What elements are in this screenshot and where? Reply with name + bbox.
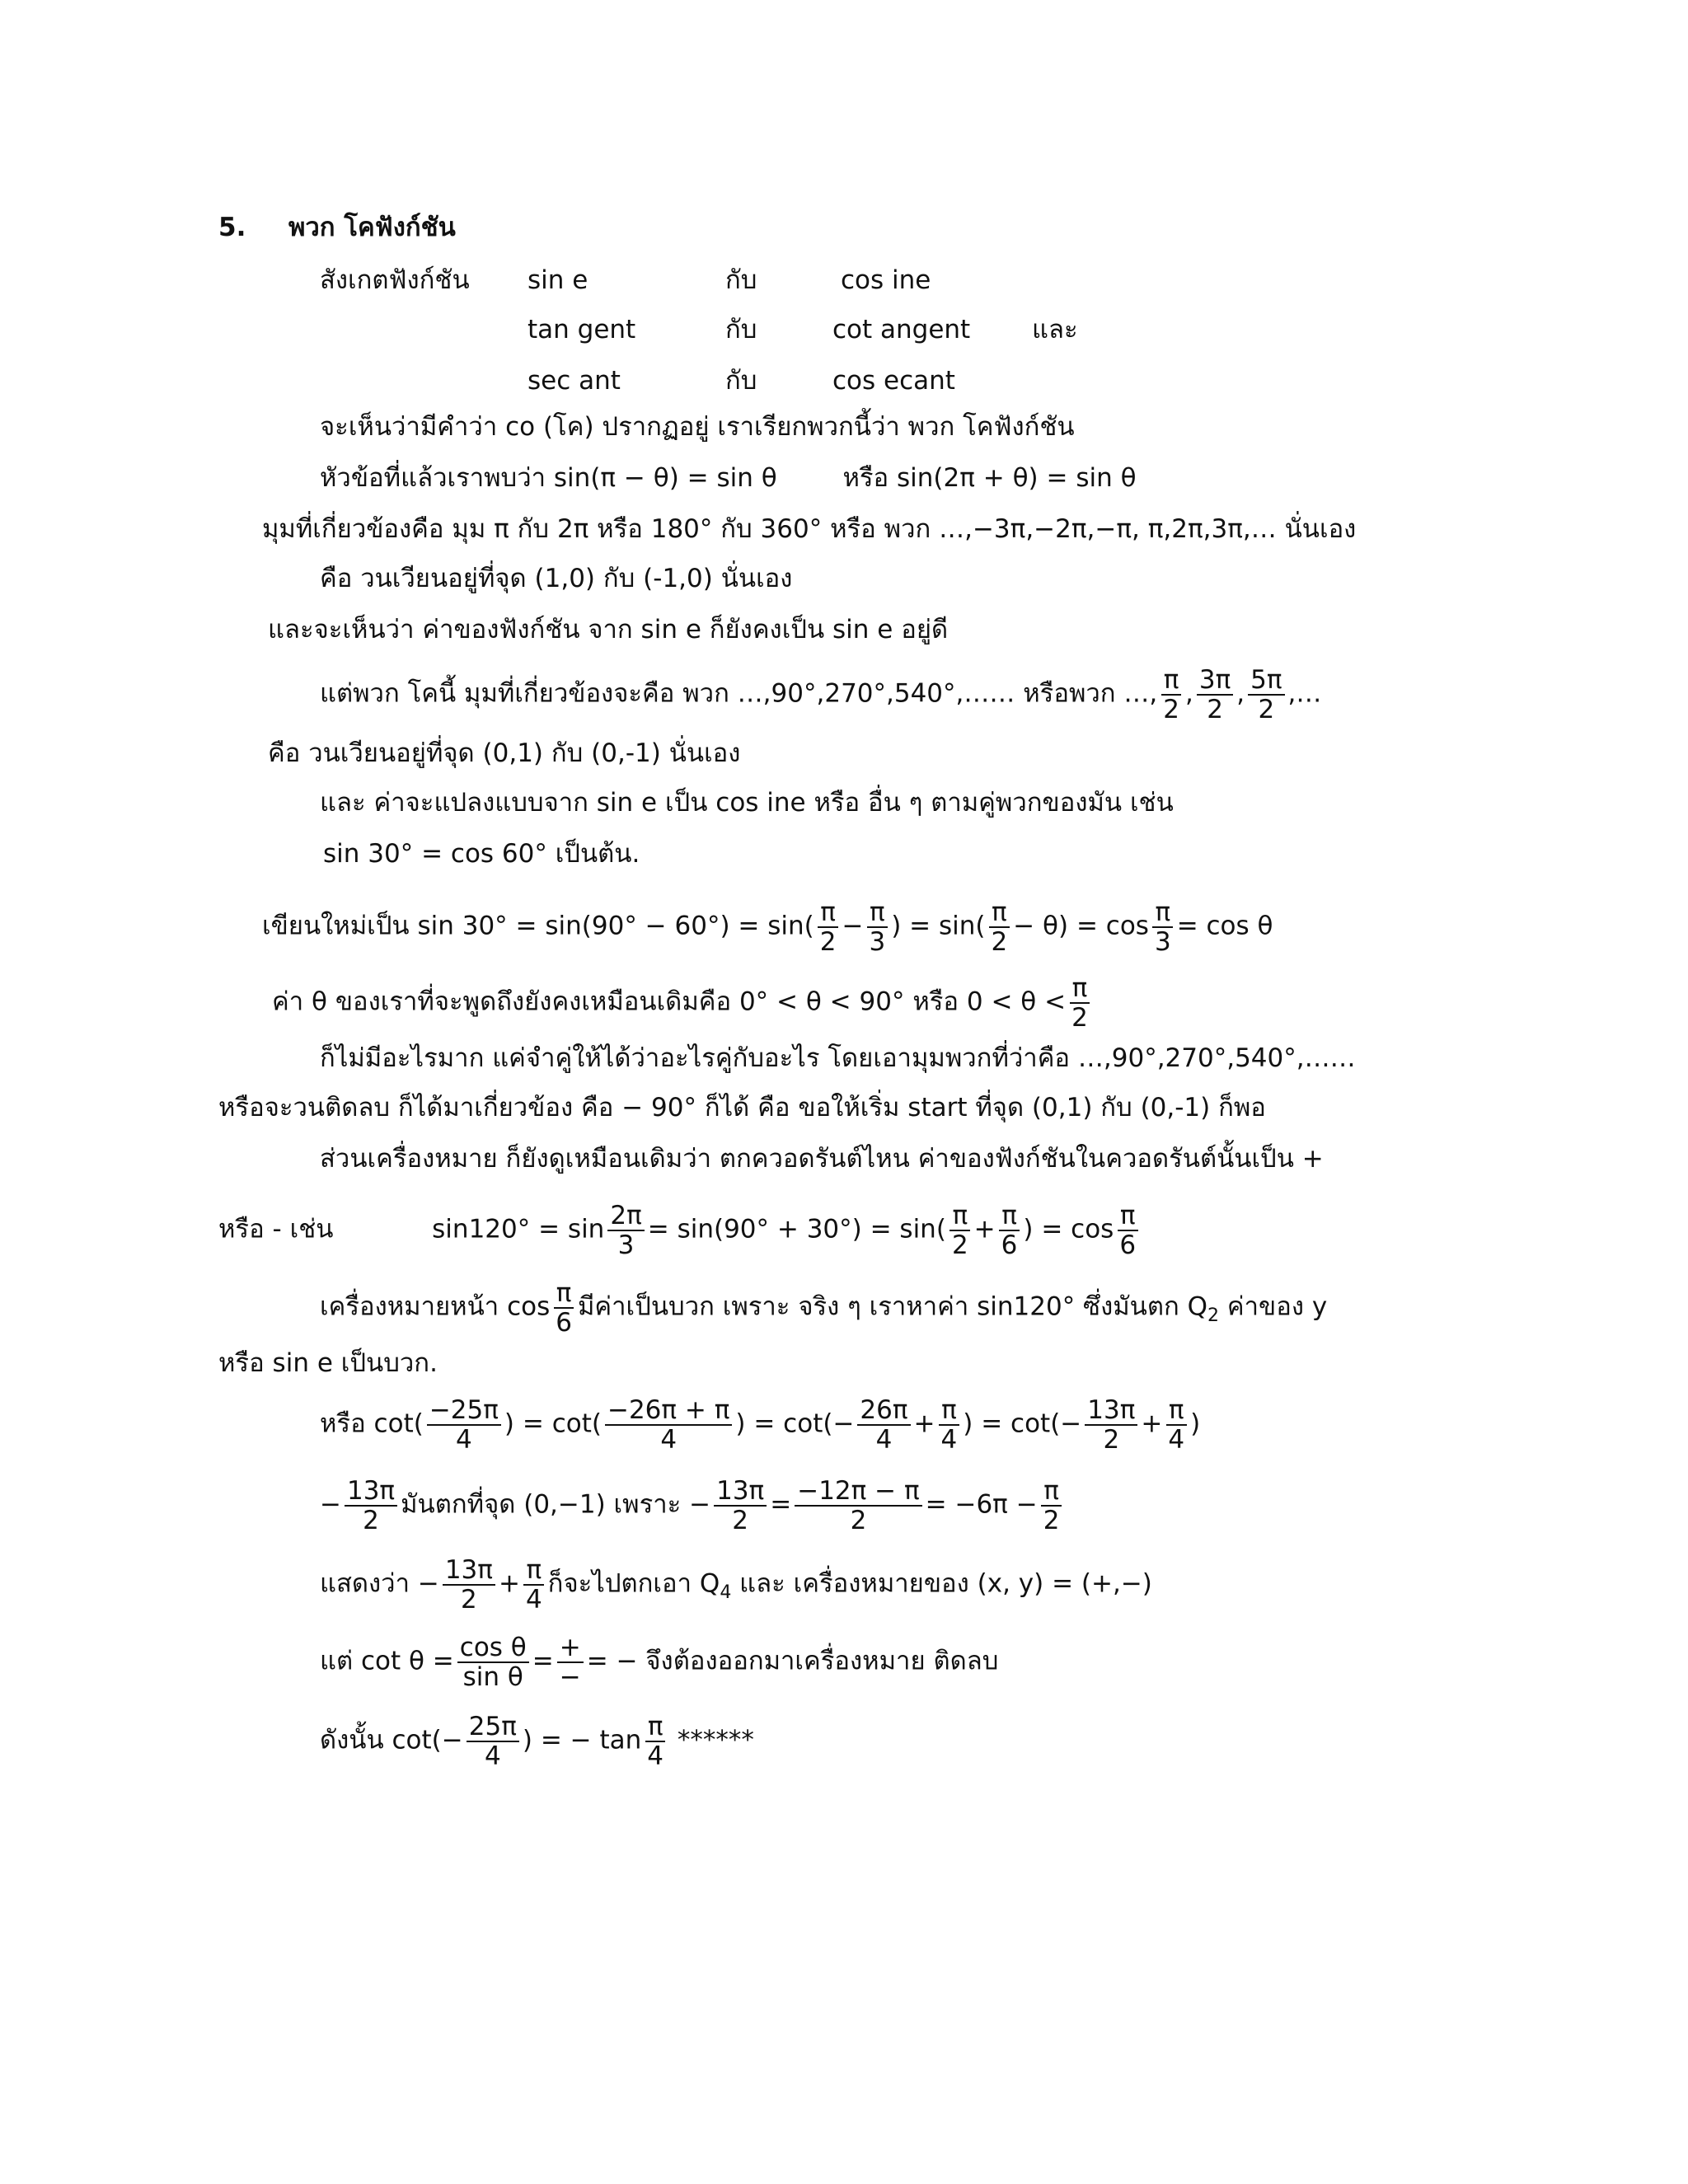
p21-pre: แต่ cot θ = (320, 1646, 454, 1676)
numerator: π (1070, 974, 1090, 1004)
paragraph-7: คือ วนเวียนอยู่ที่จุด (0,1) กับ (0,-1) นั่นเอง (268, 738, 741, 768)
fraction (1041, 1477, 1062, 1535)
denominator: 3 (869, 927, 886, 958)
observe-row-1-with: กับ (725, 265, 757, 295)
p6-tail: ,… (1287, 678, 1322, 709)
paragraph-11 (272, 974, 1094, 1032)
identity-2: หรือ sin(2π + θ) = sin θ (842, 463, 1137, 493)
numerator: π (645, 1713, 666, 1742)
p18-s6: ) (1190, 1408, 1201, 1439)
p10-end: = cos θ (1176, 911, 1273, 941)
p15-eq: sin120° = sin (432, 1214, 605, 1244)
fraction (523, 1556, 545, 1614)
paragraph-22 (320, 1713, 754, 1770)
fraction (457, 1633, 529, 1691)
p18-s5: + (1141, 1408, 1163, 1439)
observe-row-1-a: sin e (528, 265, 588, 295)
p19-mid: มันตกที่จุด (0,−1) เพราะ − (401, 1489, 711, 1520)
numerator: 13π (345, 1477, 397, 1507)
observe-row-2-with: กับ (725, 315, 757, 344)
fraction (1165, 1396, 1187, 1454)
fraction (557, 1633, 584, 1691)
paragraph-19 (320, 1477, 1065, 1535)
numerator: π (989, 898, 1010, 928)
paragraph-12: ก็ไม่มีอะไรมาก แค่จำคู่ให้ได้ว่าอะไรคู่กับอะไร โดยเอามุมพวกที่ว่าคือ …,90°,270°,540°,…… (320, 1043, 1356, 1073)
p10-pre: เขียนใหม่เป็น sin 30° = sin(90° − 60°) = sin( (262, 911, 814, 941)
observe-row-1-b: cos ine (841, 265, 931, 295)
denominator: 6 (556, 1308, 572, 1338)
observe-row-2-b: cot angent (832, 315, 971, 344)
p18-pre: หรือ cot( (320, 1408, 424, 1439)
denominator: 4 (484, 1741, 501, 1772)
p22-end: ****** (669, 1725, 754, 1755)
p20-pre: แสดงว่า − (320, 1568, 439, 1599)
fraction (950, 1202, 971, 1259)
observe-row-3-with: กับ (725, 366, 757, 396)
fraction (1197, 666, 1233, 724)
paragraph-17: หรือ sin e เป็นบวก. (218, 1348, 438, 1378)
denominator: 4 (660, 1425, 678, 1455)
paragraph-5: และจะเห็นว่า ค่าของฟังก์ชัน จาก sin e ก็ยังคงเป็น sin e อยู่ดี (268, 615, 949, 644)
denominator: 6 (1119, 1230, 1137, 1261)
fraction (605, 1396, 732, 1454)
numerator: −12π − π (795, 1477, 921, 1507)
p10-minus: − (842, 911, 864, 941)
denominator: 4 (875, 1425, 893, 1455)
subscript: 4 (720, 1582, 732, 1603)
fraction (553, 1279, 574, 1337)
denominator: 4 (1168, 1425, 1185, 1455)
paragraph-4: คือ วนเวียนอยู่ที่จุด (1,0) กับ (-1,0) นั่นเอง (320, 564, 793, 593)
fraction (345, 1477, 397, 1535)
denominator: 2 (850, 1506, 867, 1536)
p21-eq: = (532, 1646, 554, 1676)
observe-row-2-tail: และ (1032, 315, 1078, 344)
numerator: π (523, 1556, 544, 1586)
paragraph-6: แต่พวก โคนี้ มุมที่เกี่ยวข้องจะคือ พวก …,90°,270°,540°,…… หรือพวก …, $\frac{\pi}{2}$ , $\frac{3\pi}{2}$ , $\frac{5\pi}{2}$ ,… (320, 665, 1322, 725)
paragraph-15 (218, 1202, 1142, 1259)
fraction (714, 1477, 767, 1535)
numerator: π (999, 1202, 1020, 1231)
observe-row-2-a: tan gent (528, 315, 636, 344)
paragraph-13: หรือจะวนติดลบ ก็ได้มาเกี่ยวข้อง คือ − 90° ก็ได้ คือ ขอให้เริ่ม start ที่จุด (0,1) กับ (0,-1) ก็พอ (218, 1093, 1266, 1122)
p19-pre: − (320, 1489, 341, 1520)
numerator: 13π (443, 1556, 495, 1586)
paragraph-14: ส่วนเครื่องหมาย ก็ยังดูเหมือนเดิมว่า ตกควอดรันต์ไหน ค่าของฟังก์ชันในควอดรันต์นั้นเป็น + (320, 1144, 1324, 1174)
numerator: π (1166, 1396, 1187, 1426)
fraction (1152, 898, 1174, 956)
fraction (999, 1202, 1020, 1259)
p18-s4: ) = cot(− (963, 1408, 1082, 1439)
p10-m2: − θ) = cos (1013, 911, 1149, 941)
p18-s2: ) = cot(− (735, 1408, 855, 1439)
p16-end: ค่าของ y (1219, 1291, 1328, 1322)
paragraph-16 (320, 1279, 1327, 1337)
paragraph-21 (320, 1633, 998, 1691)
p15-plus: + (973, 1214, 996, 1244)
p18-s1: ) = cot( (504, 1408, 602, 1439)
numerator: π (1041, 1477, 1062, 1507)
fraction (1085, 1396, 1137, 1454)
numerator: 13π (1085, 1396, 1137, 1426)
fraction (427, 1396, 501, 1454)
denominator: 2 (819, 927, 837, 958)
numerator: + (557, 1633, 584, 1663)
p20-end: และ เครื่องหมายของ (x, y) = (+,−) (731, 1568, 1152, 1599)
paragraph-1: จะเห็นว่ามีคำว่า co (โค) ปรากฏอยู่ เราเรียกพวกนี้ว่า พวก โคฟังก์ชัน (320, 412, 1075, 442)
numerator: 5π (1248, 666, 1284, 696)
p20-plus: + (498, 1568, 520, 1599)
denominator: 3 (1154, 927, 1171, 958)
denominator: 2 (1103, 1425, 1120, 1455)
numerator: 26π (857, 1396, 910, 1426)
observe-row-3-a: sec ant (528, 366, 621, 396)
denominator: 2 (461, 1585, 477, 1615)
denominator: sin θ (462, 1662, 523, 1693)
numerator: π (939, 1396, 959, 1426)
fraction (818, 898, 839, 956)
fraction (866, 898, 888, 956)
denominator: 2 (1043, 1506, 1060, 1536)
numerator: π (1152, 898, 1173, 928)
denominator: 2 (951, 1230, 968, 1261)
p18-s3: + (913, 1408, 935, 1439)
numerator: −25π (427, 1396, 501, 1426)
denominator: 4 (456, 1425, 472, 1455)
subscript: 2 (1207, 1305, 1220, 1326)
denominator: 2 (1258, 695, 1275, 725)
fraction (467, 1713, 519, 1770)
denominator: 4 (940, 1425, 958, 1455)
denominator: 4 (525, 1585, 542, 1615)
numerator: π (1118, 1202, 1138, 1231)
numerator: π (867, 898, 888, 928)
p19-eq: = (770, 1489, 792, 1520)
fraction (645, 1713, 666, 1770)
numerator: 2π (607, 1202, 644, 1231)
p19-end: = −6π − (925, 1489, 1038, 1520)
fraction (607, 1202, 644, 1259)
fraction (939, 1396, 960, 1454)
denominator: 2 (1071, 1003, 1088, 1033)
numerator: 13π (714, 1477, 767, 1507)
p15-end: ) = cos (1023, 1214, 1114, 1244)
denominator: 2 (1163, 695, 1179, 725)
numerator: π (1161, 666, 1182, 696)
fraction (1117, 1202, 1138, 1259)
denominator: 6 (1001, 1230, 1018, 1261)
fraction (988, 898, 1010, 956)
paragraph-3: มุมที่เกี่ยวข้องคือ มุม π กับ 2π หรือ 180° กับ 360° หรือ พวก …,−3π,−2π,−π, π,2π,3π,… นั่นเอง (262, 514, 1357, 544)
paragraph-9: sin 30° = cos 60° เป็นต้น. (323, 839, 640, 869)
numerator: π (554, 1279, 574, 1309)
denominator: 2 (363, 1506, 379, 1536)
fraction (1160, 666, 1182, 724)
numerator: cos θ (457, 1633, 529, 1663)
p20-post: ก็จะไปตกเอา Q (547, 1568, 720, 1599)
p15-mid: = sin(90° + 30°) = sin( (647, 1214, 946, 1244)
p16-post: มีค่าเป็นบวก เพราะ จริง ๆ เราหาค่า sin120° ซึ่งมันตก Q (577, 1291, 1208, 1322)
p21-end: = − จึงต้องออกมาเครื่องหมาย ติดลบ (586, 1646, 999, 1676)
numerator: 25π (467, 1713, 519, 1742)
fraction (795, 1477, 921, 1535)
identity-1: หัวข้อที่แล้วเราพบว่า sin(π − θ) = sin θ (320, 463, 777, 493)
numerator: 3π (1197, 666, 1233, 696)
denominator: 2 (991, 927, 1008, 958)
paragraph-10 (262, 898, 1273, 956)
section-title: พวก โคฟังก์ชัน (288, 213, 456, 242)
observe-row-3-b: cos ecant (832, 366, 955, 396)
denominator: − (559, 1662, 581, 1693)
paragraph-8: และ ค่าจะแปลงแบบจาก sin e เป็น cos ine หรือ อื่น ๆ ตามคู่พวกของมัน เช่น (320, 788, 1174, 818)
numerator: π (818, 898, 838, 928)
paragraph-20 (320, 1556, 1152, 1614)
denominator: 2 (1207, 695, 1223, 725)
fraction (443, 1556, 495, 1614)
denominator: 3 (617, 1230, 635, 1261)
p16-pre: เครื่องหมายหน้า cos (320, 1291, 551, 1322)
denominator: 4 (647, 1741, 664, 1772)
fraction (857, 1396, 910, 1454)
section-number: 5. (218, 213, 246, 242)
numerator: −26π + π (605, 1396, 732, 1426)
p22-pre: ดังนั้น cot(− (320, 1725, 463, 1755)
fraction (1248, 666, 1284, 724)
section-heading (218, 209, 456, 246)
fraction (1069, 974, 1090, 1032)
paragraph-2 (320, 460, 1137, 496)
p10-mid: ) = sin( (891, 911, 986, 941)
denominator: 2 (732, 1506, 749, 1536)
p15-pre: หรือ - เช่น (218, 1214, 334, 1244)
p11-pre: ค่า θ ของเราที่จะพูดถึงยังคงเหมือนเดิมคือ 0° < θ < 90° หรือ 0 < θ < (272, 987, 1067, 1017)
p6-text: แต่พวก โคนี้ มุมที่เกี่ยวข้องจะคือ พวก …,90°,270°,540°,…… หรือพวก …, (320, 678, 1158, 709)
numerator: π (950, 1202, 970, 1231)
observe-label: สังเกตฟังก์ชัน (320, 265, 470, 295)
p22-mid: ) = − tan (522, 1725, 642, 1755)
paragraph-18 (320, 1396, 1200, 1454)
